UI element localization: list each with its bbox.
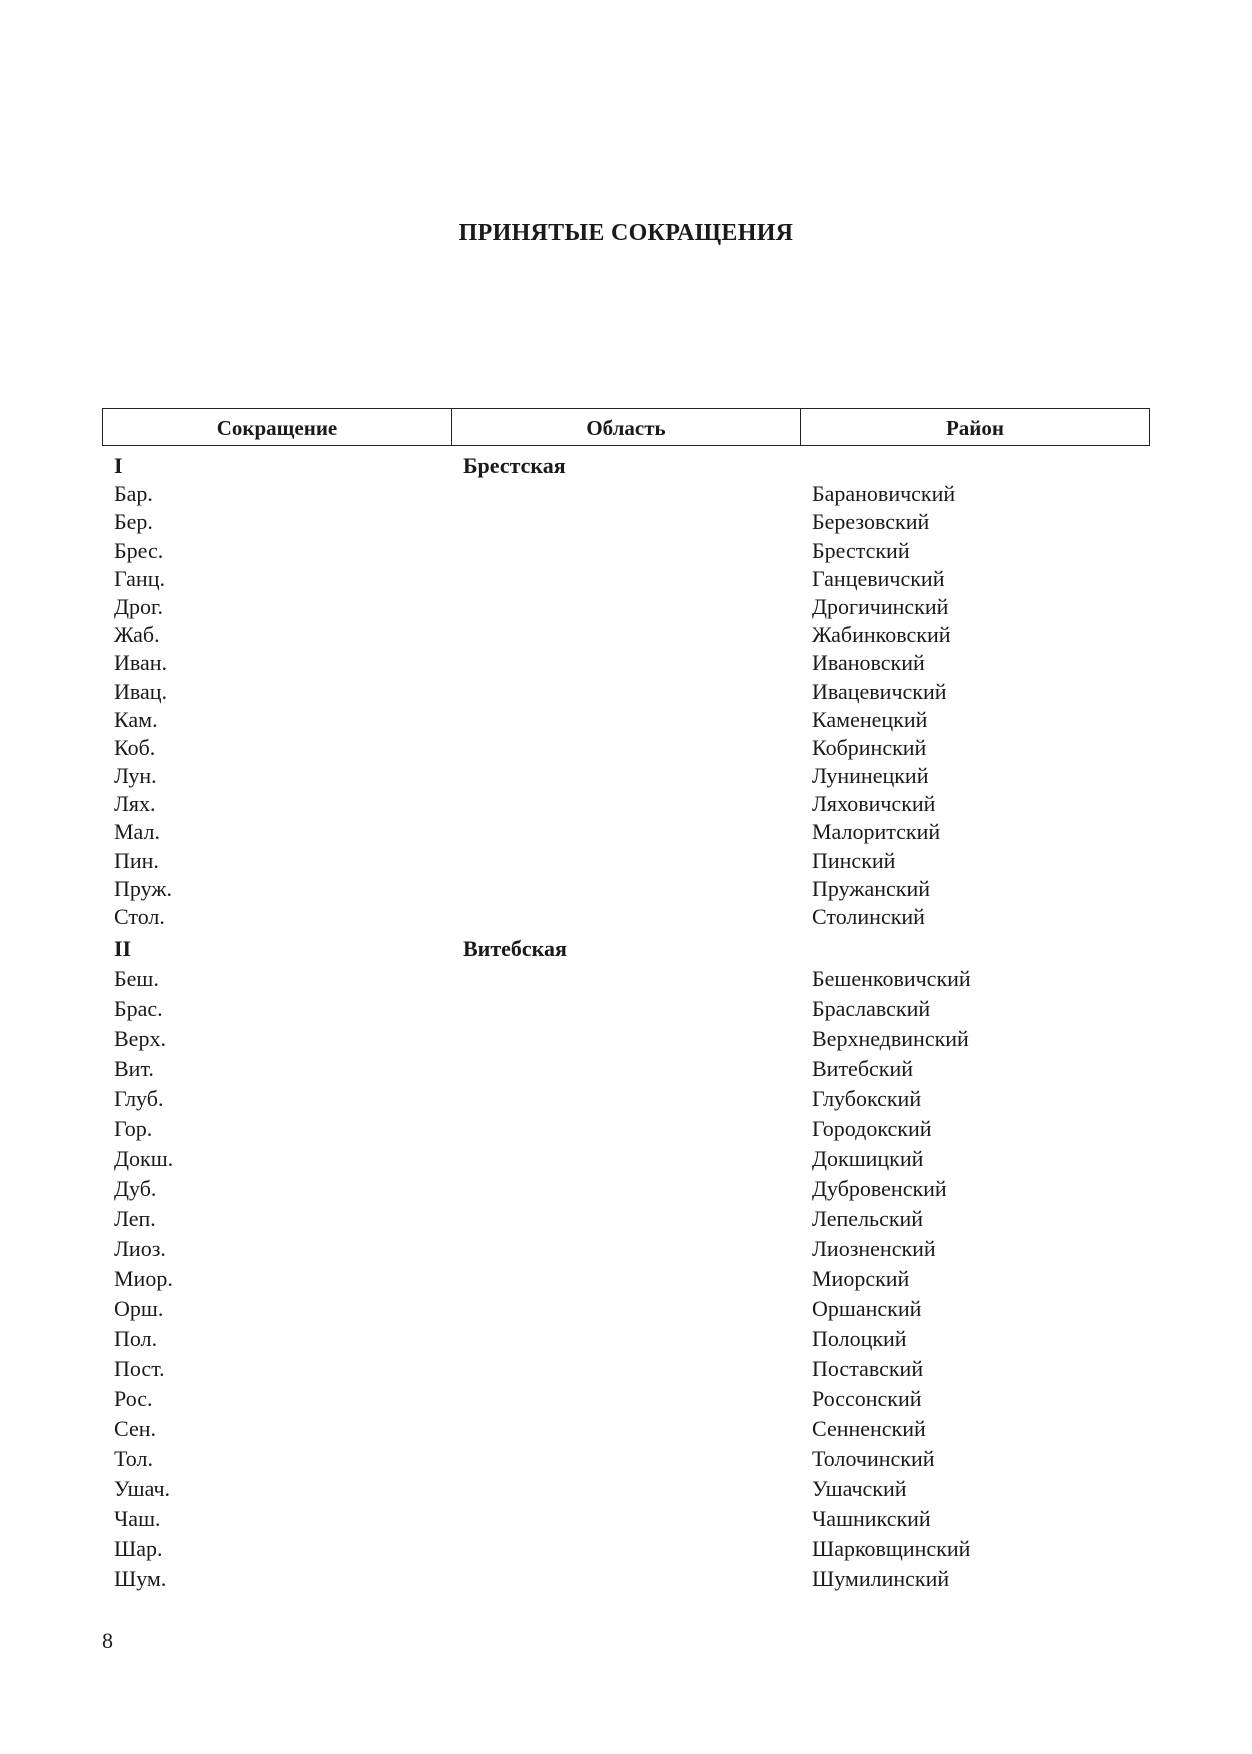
abbreviation-cell: Брес.	[114, 537, 164, 563]
district-cell: Каменецкий	[812, 706, 928, 732]
table-row	[102, 1145, 1150, 1175]
district-cell: Верхнедвинский	[812, 1026, 969, 1052]
region-cell	[451, 1205, 800, 1235]
district-cell: Витебский	[812, 1056, 914, 1082]
region-cell	[451, 1505, 800, 1535]
abbreviation-cell: Рос.	[114, 1386, 153, 1412]
region-cell	[451, 847, 800, 875]
abbreviation-cell: Орш.	[114, 1296, 164, 1322]
table-row	[102, 1565, 1150, 1595]
abbreviation-cell: Пост.	[114, 1356, 165, 1382]
table-row	[102, 593, 1150, 621]
table-row	[102, 1415, 1150, 1445]
district-cell: Бешенковичский	[812, 966, 971, 992]
region-cell	[451, 1175, 800, 1205]
region-cell	[451, 678, 800, 706]
district-cell: Оршанский	[812, 1296, 922, 1322]
abbreviation-cell: Тол.	[114, 1446, 153, 1472]
table-row	[102, 1235, 1150, 1265]
abbreviation-cell: Пин.	[114, 847, 159, 873]
district-cell: Шумилинский	[812, 1566, 950, 1592]
table-row	[102, 565, 1150, 593]
table-row	[102, 1355, 1150, 1385]
header-district: Район	[800, 409, 1149, 445]
region-cell	[451, 706, 800, 734]
group-region: Брестская	[463, 453, 566, 478]
header-abbreviation: Сокращение	[216, 416, 338, 440]
table-row	[102, 1205, 1150, 1235]
district-cell: Сенненский	[812, 1416, 926, 1442]
district-cell: Шарковщинский	[812, 1536, 971, 1562]
abbreviation-cell: Гор.	[114, 1116, 153, 1142]
table-row	[102, 678, 1150, 706]
table-row	[102, 480, 1150, 508]
district-cell: Жабинковский	[812, 622, 951, 648]
region-cell	[451, 995, 800, 1025]
district-cell: Городокский	[812, 1116, 932, 1142]
abbreviation-cell: Ганц.	[114, 565, 165, 591]
table-body	[102, 452, 1150, 1595]
abbreviation-cell: Ивац.	[114, 678, 168, 704]
region-cell	[451, 1565, 800, 1595]
abbreviation-cell: Глуб.	[114, 1086, 164, 1112]
abbreviation-cell: Шум.	[114, 1566, 167, 1592]
district-cell: Ивановский	[812, 650, 925, 676]
header-region: Область	[451, 409, 800, 445]
district-cell: Браславский	[812, 996, 931, 1022]
region-cell	[451, 790, 800, 818]
district-cell: Барановичский	[812, 481, 956, 507]
table-row	[102, 1295, 1150, 1325]
abbreviation-cell: Пол.	[114, 1326, 158, 1352]
abbreviation-cell: Коб.	[114, 734, 156, 760]
region-cell	[451, 734, 800, 762]
region-cell	[451, 965, 800, 995]
region-cell	[451, 1535, 800, 1565]
district-cell: Ганцевичский	[812, 565, 945, 591]
region-cell	[451, 1415, 800, 1445]
district-cell: Поставский	[812, 1356, 924, 1382]
region-cell	[451, 1085, 800, 1115]
table-row	[102, 1475, 1150, 1505]
table-row	[102, 1325, 1150, 1355]
abbreviation-cell: Шар.	[114, 1536, 163, 1562]
abbreviation-cell: Жаб.	[114, 622, 160, 648]
page-title: ПРИНЯТЫЕ СОКРАЩЕНИЯ	[458, 220, 794, 246]
district-cell: Лунинецкий	[812, 763, 929, 789]
table-row	[102, 965, 1150, 995]
table-row	[102, 762, 1150, 790]
region-cell	[451, 818, 800, 846]
district-cell: Россонский	[812, 1386, 922, 1412]
table-row	[102, 847, 1150, 875]
group-numeral: I	[114, 453, 123, 478]
table-row	[102, 790, 1150, 818]
abbreviation-cell: Иван.	[114, 650, 168, 676]
region-cell	[451, 1235, 800, 1265]
table-row	[102, 1385, 1150, 1415]
district-cell: Малоритский	[812, 819, 941, 845]
district-cell: Лиозненский	[812, 1236, 936, 1262]
region-cell	[451, 903, 800, 931]
table-row	[102, 1055, 1150, 1085]
region-cell	[451, 1025, 800, 1055]
table-row	[102, 1265, 1150, 1295]
abbreviation-cell: Дуб.	[114, 1176, 157, 1202]
table-row	[102, 621, 1150, 649]
district-cell: Пинский	[812, 847, 896, 873]
table-row	[102, 818, 1150, 846]
group-numeral: II	[114, 936, 132, 962]
region-cell	[451, 1265, 800, 1295]
table-row	[102, 875, 1150, 903]
district-cell: Брестский	[812, 537, 910, 563]
region-cell	[451, 508, 800, 536]
region-cell	[451, 537, 800, 565]
abbreviation-cell: Сен.	[114, 1416, 156, 1442]
region-cell	[451, 875, 800, 903]
abbreviation-cell: Вит.	[114, 1056, 154, 1082]
region-cell	[451, 1295, 800, 1325]
abbreviation-cell: Дрог.	[114, 593, 164, 619]
table-row	[102, 649, 1150, 677]
abbreviation-cell: Леп.	[114, 1206, 156, 1232]
abbreviation-cell: Лун.	[114, 763, 157, 789]
region-cell	[451, 1325, 800, 1355]
district-cell: Пружанский	[812, 875, 931, 901]
group-row	[102, 935, 1150, 965]
table-row	[102, 903, 1150, 931]
district-cell: Полоцкий	[812, 1326, 907, 1352]
region-cell	[451, 593, 800, 621]
region-cell	[451, 1445, 800, 1475]
abbreviation-cell: Верх.	[114, 1026, 166, 1052]
abbreviation-cell: Ушач.	[114, 1476, 171, 1502]
district-cell: Ляховичский	[812, 791, 936, 817]
district-cell: Лепельский	[812, 1206, 924, 1232]
table-row	[102, 1085, 1150, 1115]
abbreviation-cell: Брас.	[114, 996, 163, 1022]
region-cell	[451, 565, 800, 593]
table-row	[102, 1445, 1150, 1475]
abbreviation-cell: Чаш.	[114, 1506, 161, 1532]
district-cell: Дрогичинский	[812, 593, 949, 619]
region-cell	[451, 1475, 800, 1505]
abbreviation-cell: Лиоз.	[114, 1236, 166, 1262]
region-cell	[451, 1145, 800, 1175]
table-row	[102, 1025, 1150, 1055]
district-cell: Докшицкий	[812, 1146, 924, 1172]
abbreviation-cell: Стол.	[114, 904, 165, 929]
region-cell	[451, 762, 800, 790]
district-cell: Толочинский	[812, 1446, 935, 1472]
table-row	[102, 508, 1150, 536]
region-cell	[451, 480, 800, 508]
table-row	[102, 1535, 1150, 1565]
abbreviation-cell: Пруж.	[114, 875, 173, 901]
table-row	[102, 734, 1150, 762]
group-row	[102, 452, 1150, 480]
page-number: 8	[102, 1628, 113, 1653]
district-cell: Глубокский	[812, 1086, 922, 1112]
table-header	[102, 408, 1150, 446]
district-cell: Березовский	[812, 509, 930, 535]
district-cell: Дубровенский	[812, 1176, 947, 1202]
region-cell	[451, 649, 800, 677]
abbreviation-cell: Миор.	[114, 1266, 173, 1292]
table-row	[102, 1115, 1150, 1145]
table-row	[102, 706, 1150, 734]
group-empty-cell	[800, 935, 1150, 965]
abbreviation-cell: Бер.	[114, 509, 153, 535]
abbreviations-table	[102, 408, 1150, 1595]
table-row	[102, 995, 1150, 1025]
group-region: Витебская	[463, 936, 567, 962]
region-cell	[451, 1355, 800, 1385]
district-cell: Кобринский	[812, 734, 927, 760]
district-cell: Миорский	[812, 1266, 910, 1292]
table-row	[102, 537, 1150, 565]
district-cell: Чашникский	[812, 1506, 931, 1532]
abbreviation-cell: Докш.	[114, 1146, 174, 1172]
district-cell: Ивацевичский	[812, 678, 947, 704]
district-cell: Столинский	[812, 904, 925, 929]
table-row	[102, 1505, 1150, 1535]
table-row	[102, 1175, 1150, 1205]
region-cell	[451, 1115, 800, 1145]
region-cell	[451, 1055, 800, 1085]
region-cell	[451, 1385, 800, 1415]
district-cell: Ушачский	[812, 1476, 907, 1502]
region-cell	[451, 621, 800, 649]
abbreviation-cell: Кам.	[114, 706, 158, 732]
abbreviation-cell: Мал.	[114, 819, 160, 845]
group-empty-cell	[800, 452, 1150, 480]
abbreviation-cell: Лях.	[114, 791, 156, 817]
abbreviation-cell: Бар.	[114, 481, 153, 507]
abbreviation-cell: Беш.	[114, 966, 159, 992]
